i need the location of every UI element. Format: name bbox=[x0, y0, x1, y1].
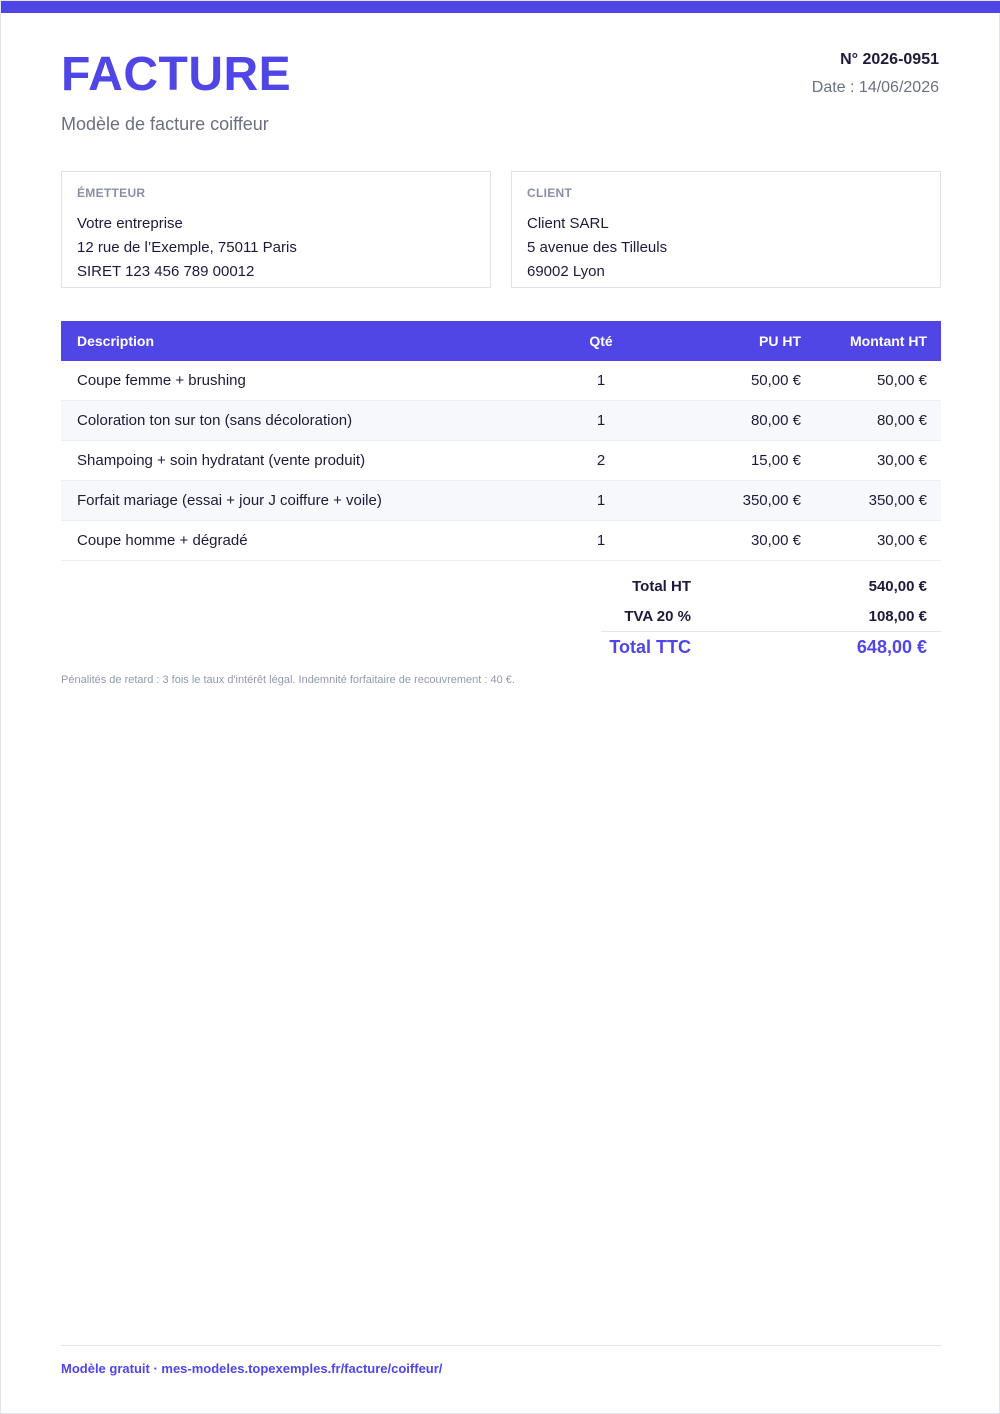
invoice-subtitle: Modèle de facture coiffeur bbox=[61, 114, 269, 134]
total-ttc-label: Total TTC bbox=[609, 637, 691, 657]
footer-divider bbox=[61, 1345, 941, 1346]
row-description: Coloration ton sur ton (sans décoloration) bbox=[77, 412, 353, 429]
totals-block bbox=[601, 571, 941, 663]
items-table bbox=[61, 321, 941, 561]
total-ht-label: Total HT bbox=[632, 577, 691, 595]
row-amount: 30,00 € bbox=[876, 532, 927, 549]
invoice-date: Date : 14/06/2026 bbox=[811, 79, 939, 96]
table-row bbox=[61, 521, 941, 561]
client-label: CLIENT bbox=[527, 186, 573, 200]
row-unit-price: 50,00 € bbox=[750, 372, 801, 389]
late-payment-note: Pénalités de retard : 3 fois le taux d'intérêt légal. Indemnité forfaitaire de recouvrement : 40 €. bbox=[61, 674, 515, 686]
header-amount: Montant HT bbox=[850, 333, 927, 349]
row-amount: 80,00 € bbox=[876, 412, 927, 429]
client-city: 69002 Lyon bbox=[527, 263, 605, 280]
emitter-box bbox=[61, 171, 491, 288]
row-amount: 30,00 € bbox=[876, 452, 927, 469]
row-amount: 350,00 € bbox=[868, 492, 927, 509]
total-ht-row bbox=[601, 571, 941, 601]
row-unit-price: 80,00 € bbox=[750, 412, 801, 429]
row-description: Coupe homme + dégradé bbox=[77, 532, 248, 549]
table-row bbox=[61, 481, 941, 521]
row-quantity: 1 bbox=[596, 372, 606, 389]
row-description: Forfait mariage (essai + jour J coiffure + voile) bbox=[77, 492, 382, 509]
table-row bbox=[61, 401, 941, 441]
emitter-label: ÉMETTEUR bbox=[77, 186, 146, 200]
total-ht-value: 540,00 € bbox=[868, 577, 927, 595]
emitter-address: 12 rue de l’Exemple, 75011 Paris bbox=[77, 239, 297, 256]
row-description: Shampoing + soin hydratant (vente produit) bbox=[77, 452, 366, 469]
header-unit-price: PU HT bbox=[759, 333, 801, 349]
row-unit-price: 15,00 € bbox=[750, 452, 801, 469]
row-quantity: 1 bbox=[596, 492, 606, 509]
table-row bbox=[61, 361, 941, 401]
top-accent-bar bbox=[1, 1, 1000, 13]
row-unit-price: 350,00 € bbox=[742, 492, 801, 509]
row-quantity: 1 bbox=[596, 412, 606, 429]
row-amount: 50,00 € bbox=[876, 372, 927, 389]
total-ttc-row bbox=[601, 631, 941, 663]
total-ttc-value: 648,00 € bbox=[856, 637, 927, 657]
invoice-number: N° 2026-0951 bbox=[840, 51, 939, 68]
header-description: Description bbox=[77, 333, 155, 349]
emitter-name: Votre entreprise bbox=[77, 215, 183, 232]
footer-link[interactable]: Modèle gratuit · mes-modeles.topexemples.fr/facture/coiffeur/ bbox=[61, 1361, 443, 1376]
row-quantity: 1 bbox=[596, 532, 606, 549]
tva-row bbox=[601, 601, 941, 631]
header-quantity: Qté bbox=[589, 333, 613, 349]
row-unit-price: 30,00 € bbox=[750, 532, 801, 549]
row-quantity: 2 bbox=[596, 452, 606, 469]
row-description: Coupe femme + brushing bbox=[77, 372, 246, 389]
tva-value: 108,00 € bbox=[868, 607, 927, 625]
emitter-siret: SIRET 123 456 789 00012 bbox=[77, 263, 255, 280]
tva-label: TVA 20 % bbox=[624, 607, 691, 625]
client-address: 5 avenue des Tilleuls bbox=[527, 239, 668, 256]
table-header bbox=[61, 321, 941, 361]
invoice-title: FACTURE bbox=[61, 48, 292, 101]
table-row bbox=[61, 441, 941, 481]
client-name: Client SARL bbox=[527, 215, 609, 232]
client-box bbox=[511, 171, 941, 288]
